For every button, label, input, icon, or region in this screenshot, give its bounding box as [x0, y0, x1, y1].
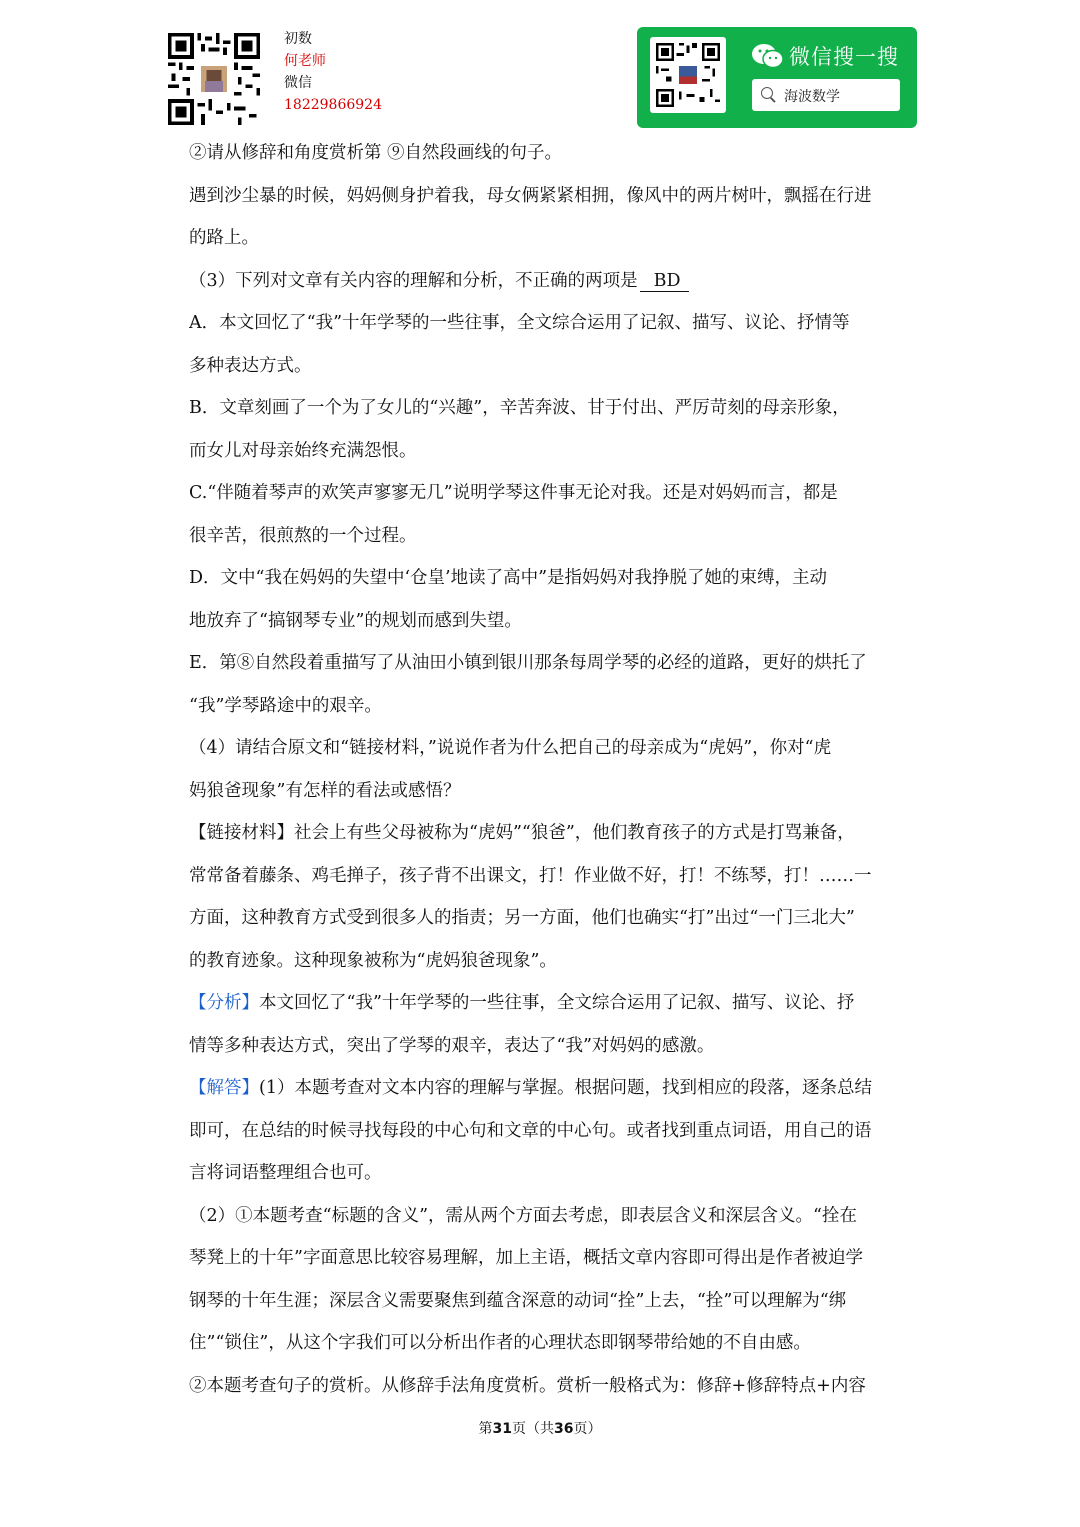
text-line: （4）请结合原文和“链接材料，”说说作者为什么把自己的母亲成为“虎妈”，你对“虎 — [189, 738, 832, 758]
text-line: (1）本题考查对文本内容的理解与掌握。根据问题，找到相应的段落，逐条总结 — [259, 1078, 872, 1098]
text-line: 方面，这种教育方式受到很多人的指责；另一方面，他们也确实“打”出过“一门三北大” — [189, 908, 855, 928]
text-line: 而女儿对母亲始终充满怨恨。 — [189, 440, 417, 461]
wechat-search-box[interactable] — [752, 79, 900, 111]
text-line: （3）下列对文章有关内容的理解和分析，不正确的两项是 — [189, 270, 638, 291]
text-line: 很辛苦，很煎熬的一个过程。 — [189, 525, 417, 546]
contact-phone: 18229866924 — [284, 97, 382, 113]
text-line: 住”“锁住”，从这个字我们可以分析出作者的心理状态即钢琴带给她的不自由感。 — [189, 1333, 811, 1353]
question-3-line — [189, 260, 919, 303]
text-line: 本文回忆了“我”十年学琴的一些往事，全文综合运用了记叙、描写、议论、抒 — [259, 993, 855, 1013]
text-line: 情等多种表达方式，突出了学琴的艰辛，表达了“我”对妈妈的感激。 — [189, 1035, 715, 1056]
wechat-search-text: 海波数学 — [784, 89, 840, 105]
text-line: ②请从修辞和角度赏析第 ⑨自然段画线的句子。 — [189, 143, 563, 163]
document-body — [189, 132, 919, 1407]
contact-teacher: 何老师 — [284, 53, 326, 69]
analysis-line — [189, 982, 919, 1025]
wechat-qr-frame — [650, 37, 726, 113]
page-total: 36 — [554, 1421, 574, 1437]
wechat-logo-icon — [751, 43, 785, 69]
text-line: C.“伴随着琴声的欢笑声寥寥无几”说明学琴这件事无论对我。还是对妈妈而言，都是 — [189, 483, 838, 503]
text-line: E．第⑧自然段着重描写了从油田小镇到银川那条每周学琴的必经的道路，更好的烘托了 — [189, 653, 867, 673]
wechat-search-title: 微信搜一搜 — [789, 45, 899, 69]
text-line: 常常备着藤条、鸡毛掸子，孩子背不出课文，打！作业做不好，打！不练琴，打！……一 — [189, 865, 872, 886]
page-number: 31 — [492, 1421, 512, 1437]
text-line: 即可，在总结的时候寻找每段的中心句和文章的中心句。或者找到重点词语，用自己的语 — [189, 1120, 872, 1141]
text-line: A．本文回忆了“我”十年学琴的一些往事，全文综合运用了记叙、描写、议论、抒情等 — [189, 313, 850, 333]
wechat-search-card — [637, 27, 917, 128]
text-line: ②本题考查句子的赏析。从修辞手法角度赏析。赏析一般格式为：修辞+修辞特点+内容 — [189, 1375, 866, 1396]
text-line: 琴凳上的十年”字面意思比较容易理解，加上主语，概括文章内容即可得出是作者被迫学 — [189, 1248, 863, 1268]
wechat-qr-code — [656, 43, 720, 107]
footer-suffix: 页） — [573, 1421, 602, 1437]
contact-subject: 初数 — [284, 31, 312, 47]
text-line: 遇到沙尘暴的时候，妈妈侧身护着我，母女俩紧紧相拥，像风中的两片树叶，飘摇在行进 — [189, 185, 872, 206]
contact-info — [284, 28, 382, 116]
contact-wechat-label: 微信 — [284, 75, 312, 91]
answer-label: 【解答】 — [189, 1078, 259, 1098]
answer-line — [189, 1067, 919, 1110]
footer-middle: 页（共 — [512, 1421, 554, 1437]
answer-3-blank: BD — [640, 271, 689, 292]
text-line: （2）①本题考查“标题的含义”，需从两个方面去考虑，即表层含义和深层含义。“拴在 — [189, 1205, 857, 1226]
text-line: 言将词语整理组合也可。 — [189, 1163, 382, 1183]
contact-qr-code — [168, 33, 260, 125]
search-icon — [761, 87, 773, 99]
footer-prefix: 第 — [478, 1421, 493, 1437]
text-line: “我”学琴路途中的艰辛。 — [189, 695, 382, 716]
page-footer — [0, 1418, 1080, 1438]
text-line: D．文中“我在妈妈的失望中‘仓皇’地读了高中”是指妈妈对我挣脱了她的束缚，主动 — [189, 568, 828, 588]
analysis-label: 【分析】 — [189, 993, 259, 1013]
text-line: 的教育迹象。这种现象被称为“虎妈狼爸现象”。 — [189, 950, 557, 971]
text-line: 【链接材料】社会上有些父母被称为“虎妈”“狼爸”，他们教育孩子的方式是打骂兼备， — [189, 823, 855, 843]
text-line: 地放弃了“搞钢琴专业”的规划而感到失望。 — [189, 610, 522, 631]
text-line: 的路上。 — [189, 228, 259, 248]
text-line: 妈狼爸现象”有怎样的看法或感悟？ — [189, 780, 461, 801]
text-line: 钢琴的十年生涯；深层含义需要聚焦到蕴含深意的动词“拴”上去，“拴”可以理解为“绑 — [189, 1290, 847, 1311]
text-line: 多种表达方式。 — [189, 355, 312, 376]
text-line: B．文章刻画了一个为了女儿的“兴趣”，辛苦奔波、甘于付出、严厉苛刻的母亲形象， — [189, 398, 850, 418]
